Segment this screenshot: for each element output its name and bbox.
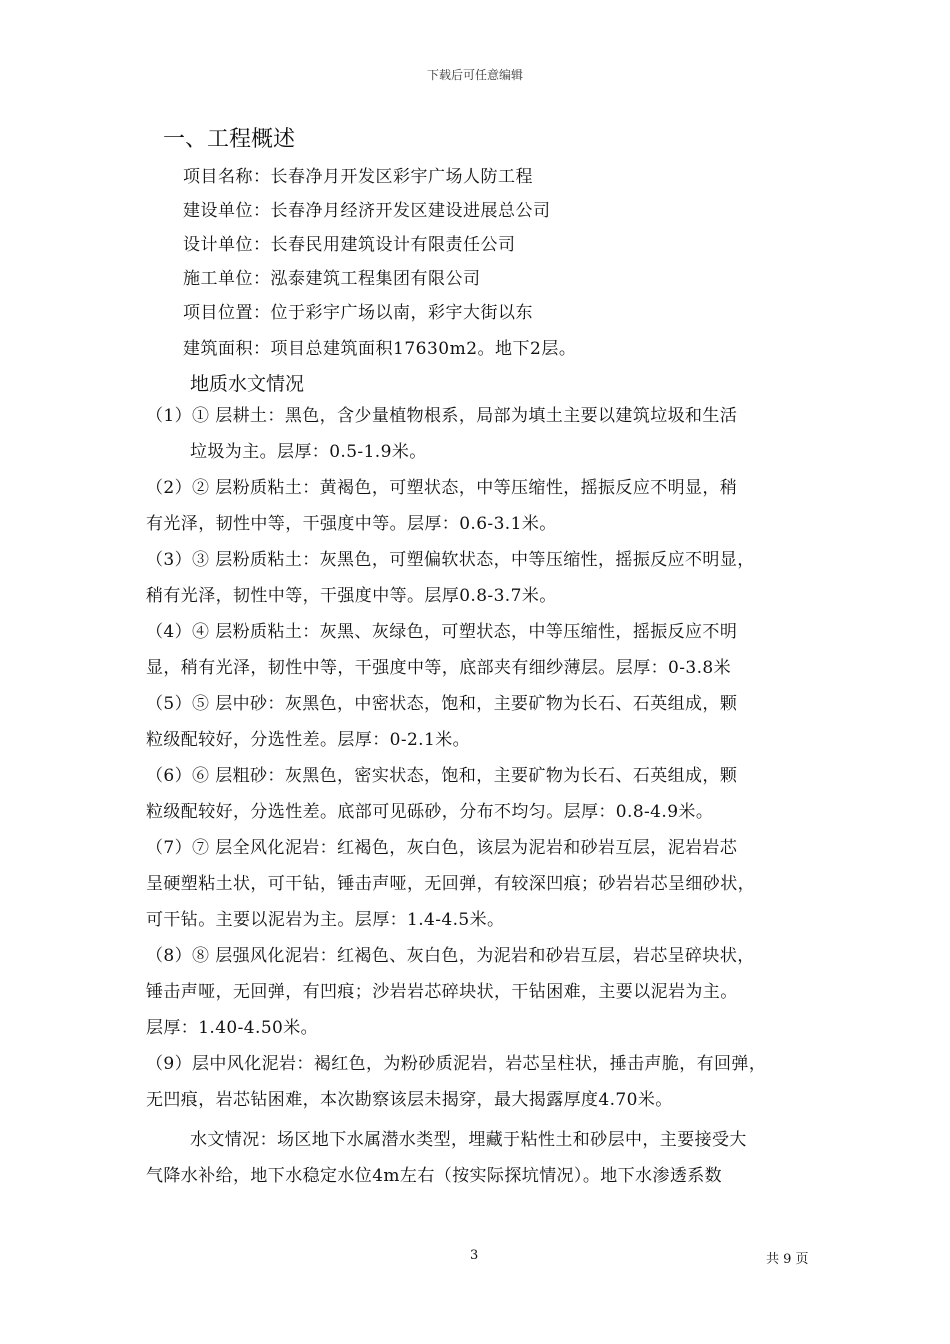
page-total: 共 9 页 bbox=[766, 1252, 809, 1267]
info-area: 建筑面积：项目总建筑面积17630m2。地下2层。 bbox=[183, 339, 577, 359]
hydrology-line-2: 气降水补给，地下水稳定水位4m左右（按实际探坑情况）。地下水渗透系数 bbox=[146, 1166, 723, 1186]
layer-6-line-2: 粒级配较好，分选性差。底部可见砾砂，分布不均匀。层厚：0.8-4.9米。 bbox=[146, 802, 714, 822]
layer-1-line-2: 垃圾为主。层厚：0.5-1.9米。 bbox=[190, 442, 427, 462]
layer-2-paragraph bbox=[146, 470, 816, 542]
layer-1-paragraph bbox=[146, 398, 816, 470]
section-title: 一、工程概述 bbox=[163, 127, 296, 152]
layer-4-paragraph bbox=[146, 614, 816, 686]
layer-5-line-2: 粒级配较好，分选性差。层厚：0-2.1米。 bbox=[146, 730, 470, 750]
layer-4-line-1: （4）④ 层粉质粘土：灰黑、灰绿色，可塑状态，中等压缩性，摇振反应不明 bbox=[146, 622, 738, 642]
layer-9-paragraph bbox=[146, 1046, 816, 1118]
layer-5-line-1: （5）⑤ 层中砂：灰黑色，中密状态，饱和，主要矿物为长石、石英组成，颗 bbox=[146, 694, 738, 714]
hydrology-line-1: 水文情况：场区地下水属潜水类型，埋藏于粘性土和砂层中，主要接受大 bbox=[190, 1130, 747, 1150]
page-header-note: 下载后可任意编辑 bbox=[426, 68, 523, 82]
layer-3-line-2: 稍有光泽，韧性中等，干强度中等。层厚0.8-3.7米。 bbox=[146, 586, 557, 606]
info-location: 项目位置：位于彩宇广场以南，彩宇大街以东 bbox=[183, 303, 533, 323]
info-construction-unit: 建设单位：长春净月经济开发区建设进展总公司 bbox=[183, 201, 551, 221]
layer-9-line-1: （9）层中风化泥岩：褐红色，为粉砂质泥岩，岩芯呈柱状，捶击声脆，有回弹， bbox=[146, 1054, 767, 1074]
layer-6-line-1: （6）⑥ 层粗砂：灰黑色，密实状态，饱和，主要矿物为长石、石英组成，颗 bbox=[146, 766, 738, 786]
layer-8-paragraph bbox=[146, 938, 816, 1046]
layer-2-line-2: 有光泽，韧性中等，干强度中等。层厚：0.6-3.1米。 bbox=[146, 514, 557, 534]
layer-5-paragraph bbox=[146, 686, 816, 758]
layer-3-paragraph bbox=[146, 542, 816, 614]
layer-7-line-2: 呈硬塑粘土状，可干钻，锤击声哑，无回弹，有较深凹痕；砂岩岩芯呈细砂状， bbox=[146, 874, 755, 894]
layer-1-line-1: （1）① 层耕土：黑色，含少量植物根系，局部为填土主要以建筑垃圾和生活 bbox=[146, 406, 738, 426]
layer-7-line-3: 可干钻。主要以泥岩为主。层厚：1.4-4.5米。 bbox=[146, 910, 505, 930]
hydrology-paragraph bbox=[146, 1122, 816, 1194]
info-design-unit: 设计单位：长春民用建筑设计有限责任公司 bbox=[183, 235, 516, 255]
layer-4-line-2: 显，稍有光泽，韧性中等，干强度中等，底部夹有细纱薄层。层厚：0-3.8米 bbox=[146, 658, 731, 678]
subsection-title: 地质水文情况 bbox=[190, 373, 305, 395]
layer-8-line-1: （8）⑧ 层强风化泥岩：红褐色、灰白色，为泥岩和砂岩互层，岩芯呈碎块状， bbox=[146, 946, 755, 966]
page-number: 3 bbox=[470, 1248, 479, 1263]
info-builder: 施工单位：泓泰建筑工程集团有限公司 bbox=[183, 269, 481, 289]
layer-3-line-1: （3）③ 层粉质粘土：灰黑色，可塑偏软状态，中等压缩性，摇振反应不明显， bbox=[146, 550, 755, 570]
layer-6-paragraph bbox=[146, 758, 816, 830]
layer-7-paragraph bbox=[146, 830, 816, 938]
info-project-name: 项目名称：长春净月开发区彩宇广场人防工程 bbox=[183, 167, 533, 187]
layer-8-line-3: 层厚：1.40-4.50米。 bbox=[146, 1018, 319, 1038]
layer-2-line-1: （2）② 层粉质粘土：黄褐色，可塑状态，中等压缩性，摇振反应不明显，稍 bbox=[146, 478, 738, 498]
layer-7-line-1: （7）⑦ 层全风化泥岩：红褐色，灰白色，该层为泥岩和砂岩互层，泥岩岩芯 bbox=[146, 838, 738, 858]
layer-8-line-2: 锤击声哑，无回弹，有凹痕；沙岩岩芯碎块状，干钻困难，主要以泥岩为主。 bbox=[146, 982, 738, 1002]
layer-9-line-2: 无凹痕，岩芯钻困难，本次勘察该层未揭穿，最大揭露厚度4.70米。 bbox=[146, 1090, 673, 1110]
